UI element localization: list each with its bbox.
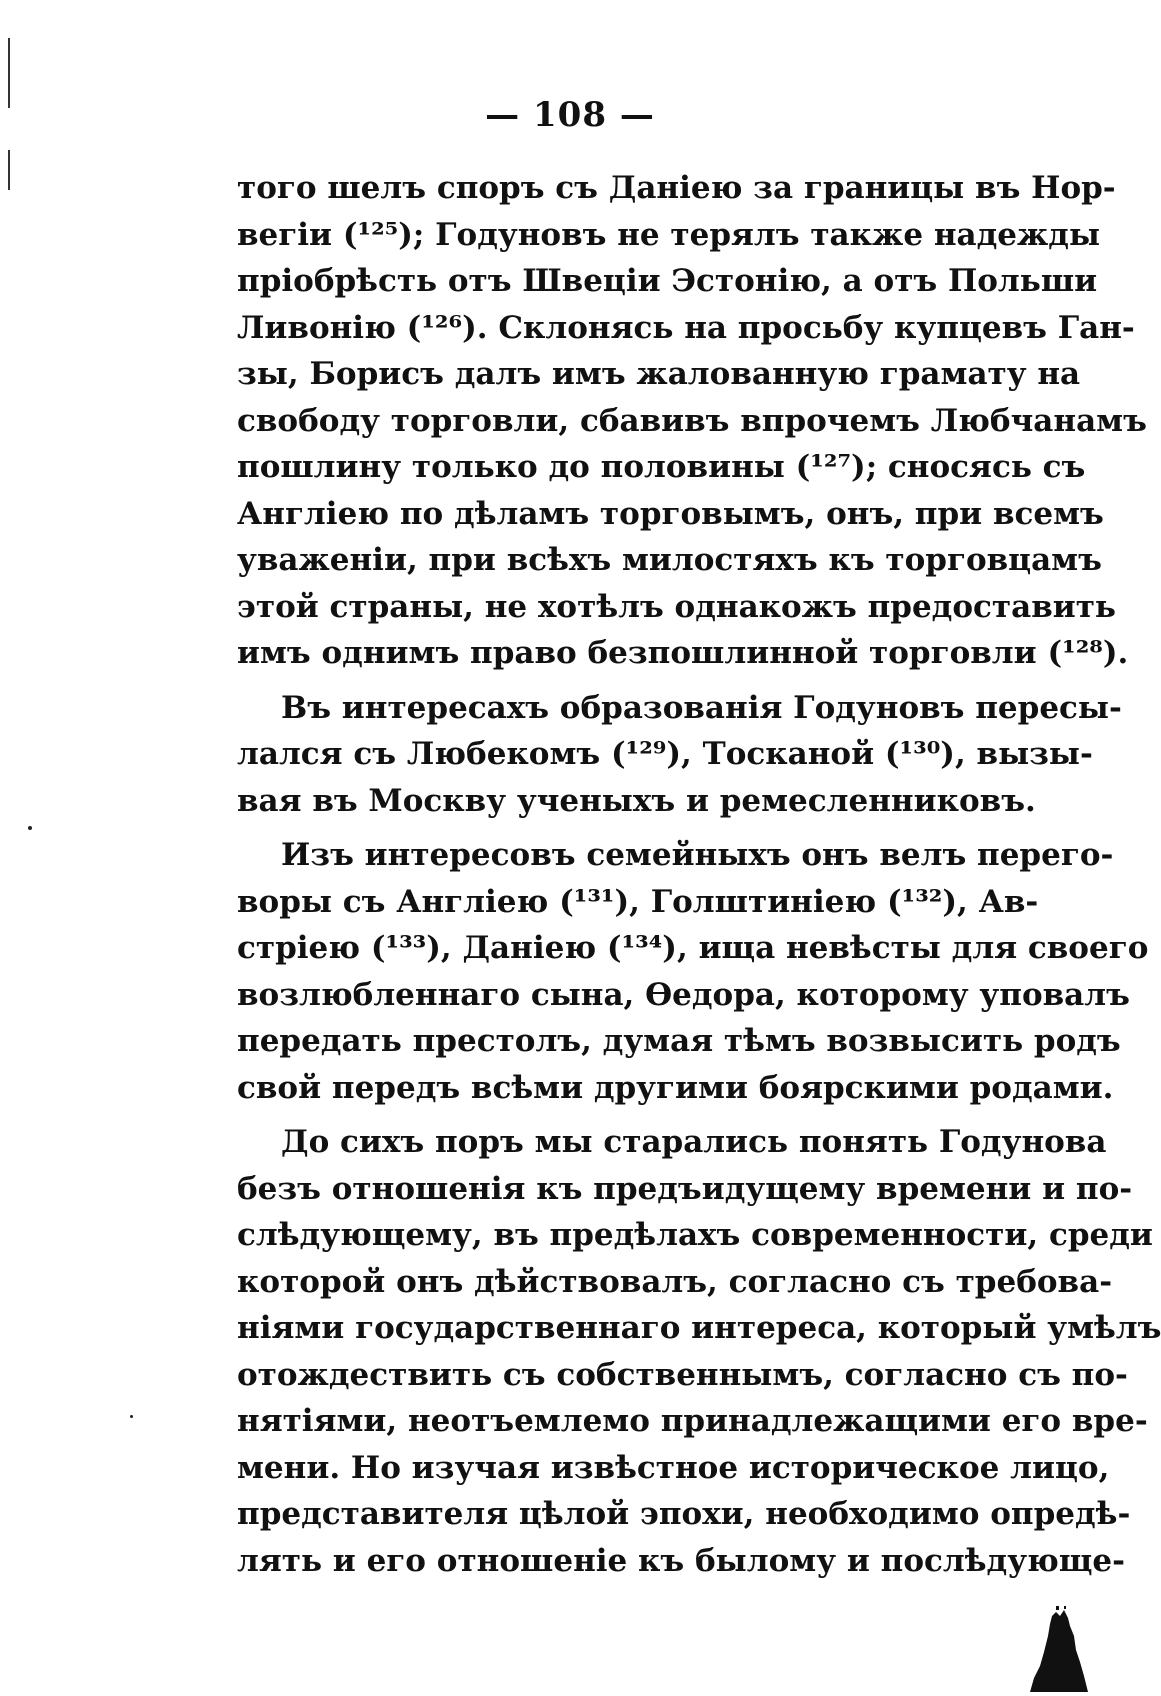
text-line: зы, Борисъ далъ имъ жалованную грамату на [237, 356, 1081, 392]
paragraph [237, 165, 1147, 677]
body-text [237, 165, 1161, 1584]
text-line: воры съ Англіею (¹³¹), Голштиніею (¹³²), Ав- [237, 883, 1039, 920]
text-line: пошлину только до половины (¹²⁷); сносясь съ [237, 449, 1086, 485]
text-line: Изъ интересовъ семейныхъ онъ велъ перего- [281, 837, 1114, 873]
text-line: Англіею по дѣламъ торговымъ, онъ, при всемъ [237, 495, 1104, 532]
text-line: Ливонію (¹²⁶). Склонясь на просьбу купцевъ Ган- [237, 309, 1135, 346]
scan-speck [28, 826, 32, 830]
text-line: ніями государственнаго интереса, который умѣлъ [237, 1310, 1161, 1346]
paragraph-gap [237, 824, 1005, 832]
paragraph-gap [237, 677, 1005, 685]
text-line: лался съ Любекомъ (¹²⁹), Тосканой (¹³⁰), вызы- [237, 736, 1093, 772]
text-line: отождествить съ собственнымъ, согласно съ по- [237, 1356, 1128, 1393]
text-line: До сихъ поръ мы старались понять Годунова [281, 1124, 1107, 1160]
text-line: представителя цѣлой эпохи, необходимо опредѣ- [237, 1496, 1131, 1532]
text-line: того шелъ споръ съ Даніею за границы въ Нор- [237, 170, 1116, 206]
text-line: возлюбленнаго сына, Ѳедора, которому уповалъ [237, 976, 1130, 1013]
scan-artifact-ornament [1030, 1606, 1090, 1692]
text-line: лять и его отношеніе къ былому и послѣдующе- [237, 1542, 1125, 1579]
text-line: безъ отношенія къ предъидущему времени и по- [237, 1170, 1133, 1207]
page-number: — 108 — [485, 95, 655, 135]
text-line: слѣдующему, въ предѣлахъ современности, среди [237, 1217, 1153, 1253]
paragraph [237, 1119, 1161, 1584]
text-line: которой онъ дѣйствовалъ, согласно съ требова- [237, 1263, 1113, 1300]
scan-edge-mark [8, 150, 10, 190]
text-line: свободу торговли, сбавивъ впрочемъ Любчанамъ [237, 402, 1147, 439]
text-line: пріобрѣсть отъ Швеціи Эстонію, а отъ Польши [237, 263, 1098, 299]
text-line: вая въ Москву ученыхъ и ремесленниковъ. [237, 782, 1036, 819]
text-line: этой страны, не хотѣлъ однакожъ предоставить [237, 588, 1116, 625]
text-line: мени. Но изучая извѣстное историческое лицо, [237, 1449, 1110, 1486]
text-line: нятіями, неотъемлемо принадлежащими его вре- [237, 1403, 1148, 1439]
text-line: имъ однимъ право безпошлинной торговли (¹²⁸). [237, 635, 1129, 671]
scan-speck [130, 1415, 133, 1418]
paragraph [237, 685, 1122, 825]
paragraph-gap [237, 1111, 1005, 1119]
text-line: Въ интересахъ образованія Годуновъ пересы- [281, 689, 1122, 726]
text-line: уваженіи, при всѣхъ милостяхъ къ торговцамъ [237, 542, 1102, 578]
paragraph [237, 832, 1149, 1111]
text-line: свой передъ всѣми другими боярскими родами. [237, 1069, 1114, 1106]
text-line: вегіи (¹²⁵); Годуновъ не терялъ также надежды [237, 216, 1101, 253]
text-line: передать престолъ, думая тѣмъ возвысить родъ [237, 1023, 1121, 1059]
text-line: стріею (¹³³), Даніею (¹³⁴), ища невѣсты для своего [237, 930, 1149, 966]
